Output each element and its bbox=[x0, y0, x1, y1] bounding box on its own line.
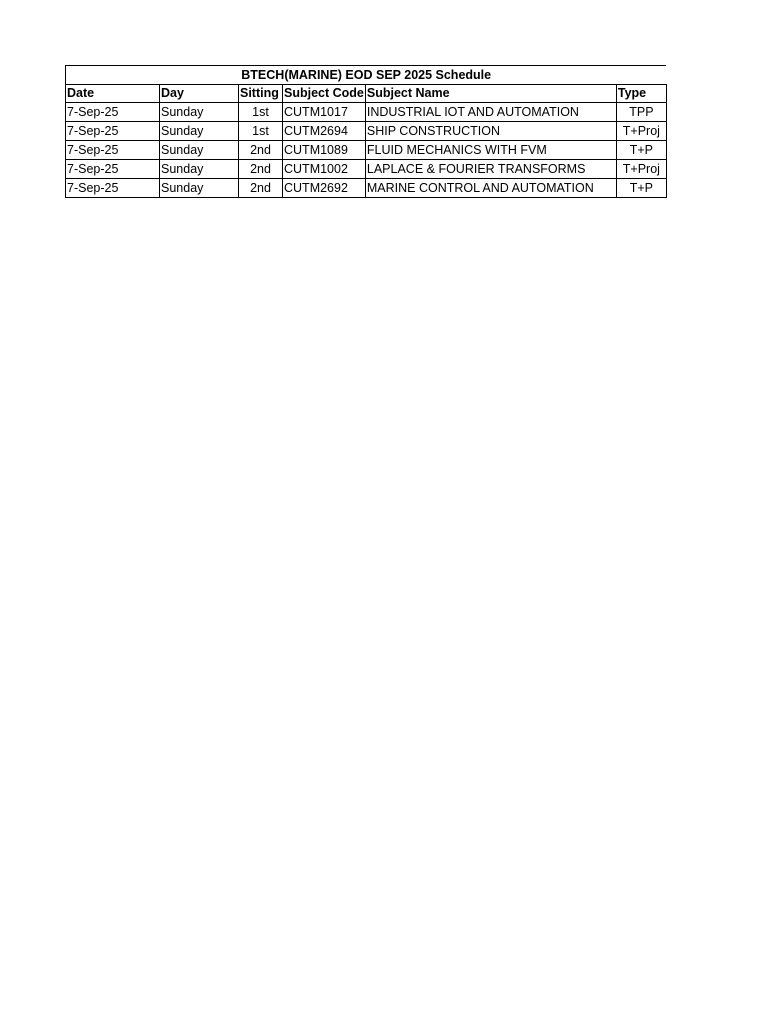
cell-day: Sunday bbox=[160, 122, 239, 141]
cell-subject-code: CUTM2692 bbox=[283, 179, 366, 198]
cell-day: Sunday bbox=[160, 103, 239, 122]
schedule-title: BTECH(MARINE) EOD SEP 2025 Schedule bbox=[66, 66, 667, 85]
cell-subject-name: LAPLACE & FOURIER TRANSFORMS bbox=[365, 160, 616, 179]
header-day: Day bbox=[160, 85, 239, 103]
table-row bbox=[66, 179, 667, 198]
cell-day: Sunday bbox=[160, 179, 239, 198]
cell-day: Sunday bbox=[160, 160, 239, 179]
cell-type: T+P bbox=[616, 141, 666, 160]
cell-subject-code: CUTM1017 bbox=[283, 103, 366, 122]
cell-type: T+Proj bbox=[616, 160, 666, 179]
cell-sitting: 2nd bbox=[239, 160, 283, 179]
cell-subject-code: CUTM1002 bbox=[283, 160, 366, 179]
cell-type: TPP bbox=[616, 103, 666, 122]
table-row bbox=[66, 160, 667, 179]
cell-sitting: 2nd bbox=[239, 141, 283, 160]
cell-date: 7-Sep-25 bbox=[66, 160, 160, 179]
cell-subject-code: CUTM2694 bbox=[283, 122, 366, 141]
cell-subject-name: FLUID MECHANICS WITH FVM bbox=[365, 141, 616, 160]
cell-subject-code: CUTM1089 bbox=[283, 141, 366, 160]
table-row bbox=[66, 103, 667, 122]
header-type: Type bbox=[616, 85, 666, 103]
cell-day: Sunday bbox=[160, 141, 239, 160]
cell-date: 7-Sep-25 bbox=[66, 141, 160, 160]
cell-subject-name: INDUSTRIAL IOT AND AUTOMATION bbox=[365, 103, 616, 122]
header-subject-code: Subject Code bbox=[283, 85, 366, 103]
table-row bbox=[66, 122, 667, 141]
header-row bbox=[66, 85, 667, 103]
cell-type: T+Proj bbox=[616, 122, 666, 141]
cell-date: 7-Sep-25 bbox=[66, 122, 160, 141]
cell-sitting: 1st bbox=[239, 103, 283, 122]
cell-sitting: 2nd bbox=[239, 179, 283, 198]
cell-date: 7-Sep-25 bbox=[66, 179, 160, 198]
title-row bbox=[66, 66, 667, 85]
cell-subject-name: MARINE CONTROL AND AUTOMATION bbox=[365, 179, 616, 198]
header-date: Date bbox=[66, 85, 160, 103]
cell-type: T+P bbox=[616, 179, 666, 198]
cell-date: 7-Sep-25 bbox=[66, 103, 160, 122]
table-row bbox=[66, 141, 667, 160]
cell-sitting: 1st bbox=[239, 122, 283, 141]
cell-subject-name: SHIP CONSTRUCTION bbox=[365, 122, 616, 141]
schedule-table bbox=[65, 65, 667, 198]
header-sitting: Sitting bbox=[239, 85, 283, 103]
header-subject-name: Subject Name bbox=[365, 85, 616, 103]
